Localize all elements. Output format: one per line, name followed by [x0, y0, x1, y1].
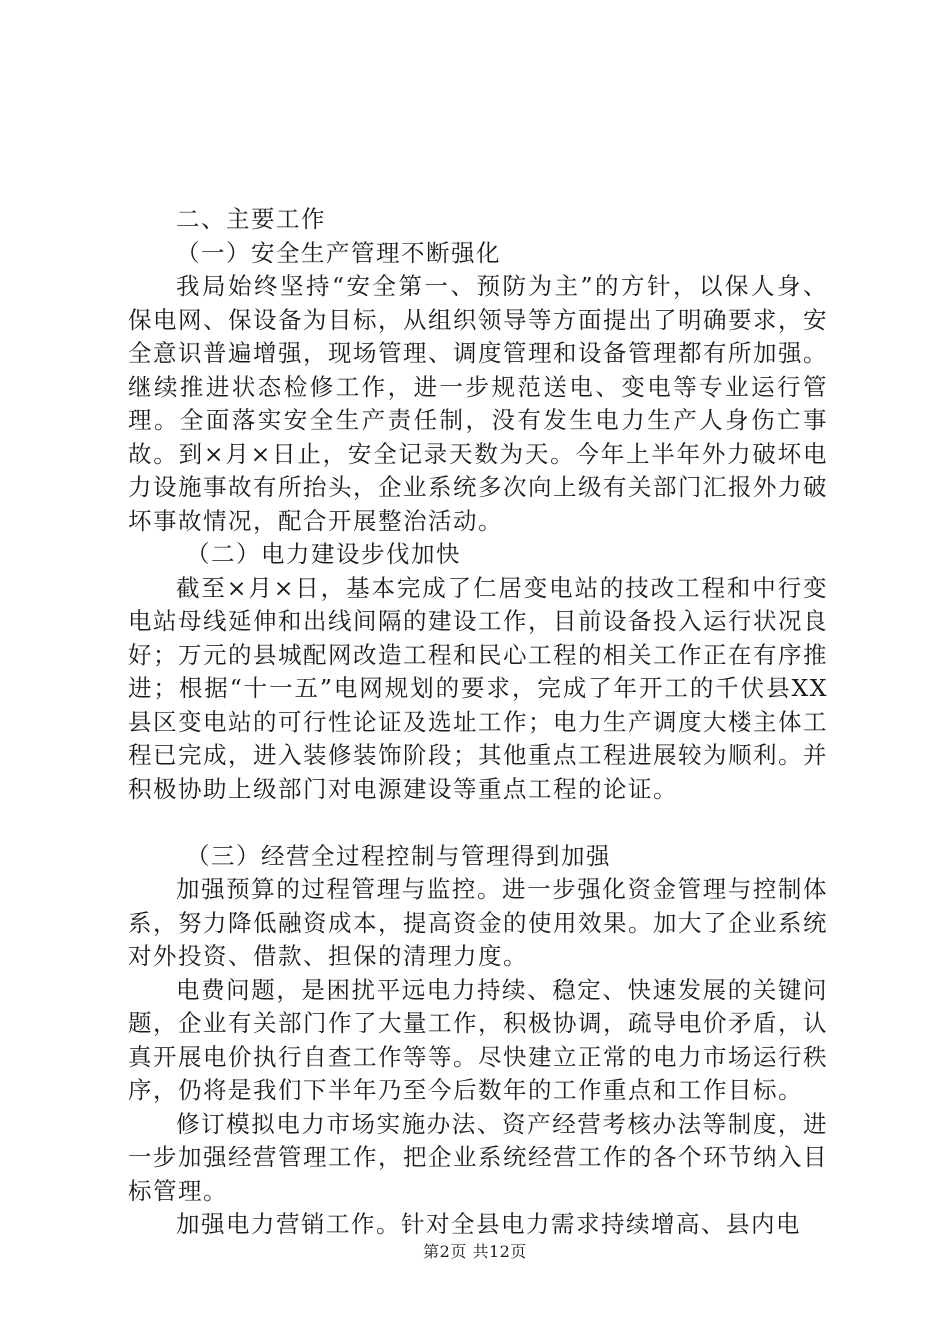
subsection-heading: （三）经营全过程控制与管理得到加强	[186, 841, 611, 870]
paragraph: 电费问题，是困扰平远电力持续、稳定、快速发展的关键问题，企业有关部门作了大量工作，积极协调，疏导电价矛盾，认真开展电价执行自查工作等等。尽快建立正常的电力市场运行秩序，仍将是我们下半年乃至今后数年的工作重点和工作目标。	[128, 975, 828, 1104]
document-body	[128, 203, 828, 1242]
section-title: 二、主要工作	[176, 205, 326, 233]
paragraph: 我局始终坚持“安全第一、预防为主”的方针，以保人身、保电网、保设备为目标，从组织领导等方面提出了明确要求，安全意识普遍增强，现场管理、调度管理和设备管理都有所加强。继续推进状态检修工作，进一步规范送电、变电等专业运行管理。全面落实安全生产责任制，没有发生电力生产人身伤亡事故。到×月×日止，安全记录天数为天。今年上半年外力破坏电力设施事故有所抬头，企业系统多次向上级有关部门汇报外力破坏事故情况，配合开展整治活动。	[128, 272, 828, 535]
subsection-heading: （一）安全生产管理不断强化	[176, 238, 501, 267]
page-footer: 第2页 共12页	[423, 1242, 527, 1261]
paragraph: 修订模拟电力市场实施办法、资产经营考核办法等制度，进一步加强经营管理工作，把企业系统经营工作的各个环节纳入目标管理。	[128, 1109, 828, 1205]
blank-line	[128, 806, 828, 840]
paragraph: 加强电力营销工作。针对全县电力需求持续增高、县内电	[176, 1210, 801, 1238]
paragraph: 加强预算的过程管理与监控。进一步强化资金管理与控制体系，努力降低融资成本，提高资金的使用效果。加大了企业系统对外投资、借款、担保的清理力度。	[128, 875, 828, 970]
paragraph: 截至×月×日，基本完成了仁居变电站的技改工程和中行变电站母线延伸和出线间隔的建设工作，目前设备投入运行状况良好；万元的县城配网改造工程和民心工程的相关工作正在有序推进；根据“十一五”电网规划的要求，完成了年开工的千伏县XX县区变电站的可行性论证及选址工作；电力生产调度大楼主体工程已完成，进入装修装饰阶段；其他重点工程进展较为顺利。并积极协助上级部门对电源建设等重点工程的论证。	[128, 573, 828, 803]
subsection-heading: （二）电力建设步伐加快	[186, 540, 461, 568]
